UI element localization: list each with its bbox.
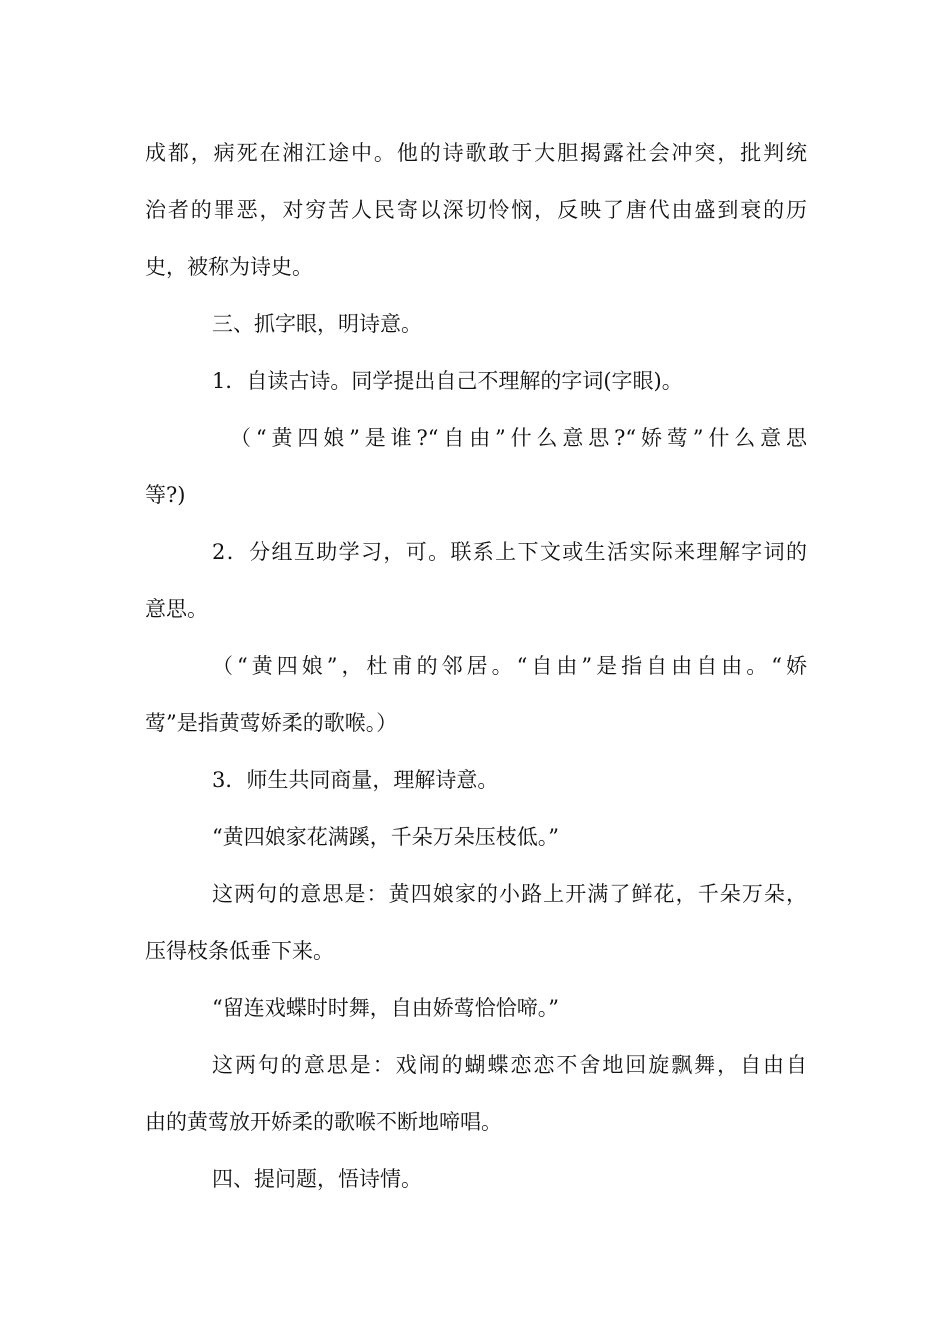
paragraph-line: 史，被称为诗史。 bbox=[145, 255, 313, 279]
poem-line: “留连戏蝶时时舞，自由娇莺恰恰啼。” bbox=[212, 996, 559, 1020]
paragraph-line: （“黄四娘”，杜甫的邻居。“自由”是指自由自由。“娇 bbox=[212, 654, 807, 678]
paragraph-line: 成都，病死在湘江途中。他的诗歌敢于大胆揭露社会冲突，批判统 bbox=[145, 141, 807, 165]
paragraph-line: 等?) bbox=[145, 483, 186, 507]
paragraph-line: 莺”是指黄莺娇柔的歌喉。） bbox=[145, 711, 398, 735]
poem-line: “黄四娘家花满蹊，千朵万朵压枝低。” bbox=[212, 825, 559, 849]
paragraph-line: 压得枝条低垂下来。 bbox=[145, 939, 334, 963]
paragraph-line: 3．师生共同商量，理解诗意。 bbox=[212, 768, 499, 792]
section-heading: 三、抓字眼，明诗意。 bbox=[212, 312, 422, 336]
paragraph-line: 2．分组互助学习，可。联系上下文或生活实际来理解字词的 bbox=[212, 540, 807, 564]
section-heading: 四、提问题，悟诗情。 bbox=[212, 1167, 422, 1191]
paragraph-line: （“黄四娘”是谁?“自由”什么意思?“娇莺”什么意思 bbox=[230, 426, 807, 450]
paragraph-line: 这两句的意思是：戏闹的蝴蝶恋恋不舍地回旋飘舞，自由自 bbox=[212, 1053, 807, 1077]
paragraph-line: 1．自读古诗。同学提出自己不理解的字词(字眼)。 bbox=[212, 369, 683, 393]
paragraph-line: 治者的罪恶，对穷苦人民寄以深切怜悯，反映了唐代由盛到衰的历 bbox=[145, 198, 807, 222]
paragraph-line: 由的黄莺放开娇柔的歌喉不断地啼唱。 bbox=[145, 1110, 502, 1134]
paragraph-line: 意思。 bbox=[145, 597, 208, 621]
paragraph-line: 这两句的意思是：黄四娘家的小路上开满了鲜花，千朵万朵， bbox=[212, 882, 807, 906]
